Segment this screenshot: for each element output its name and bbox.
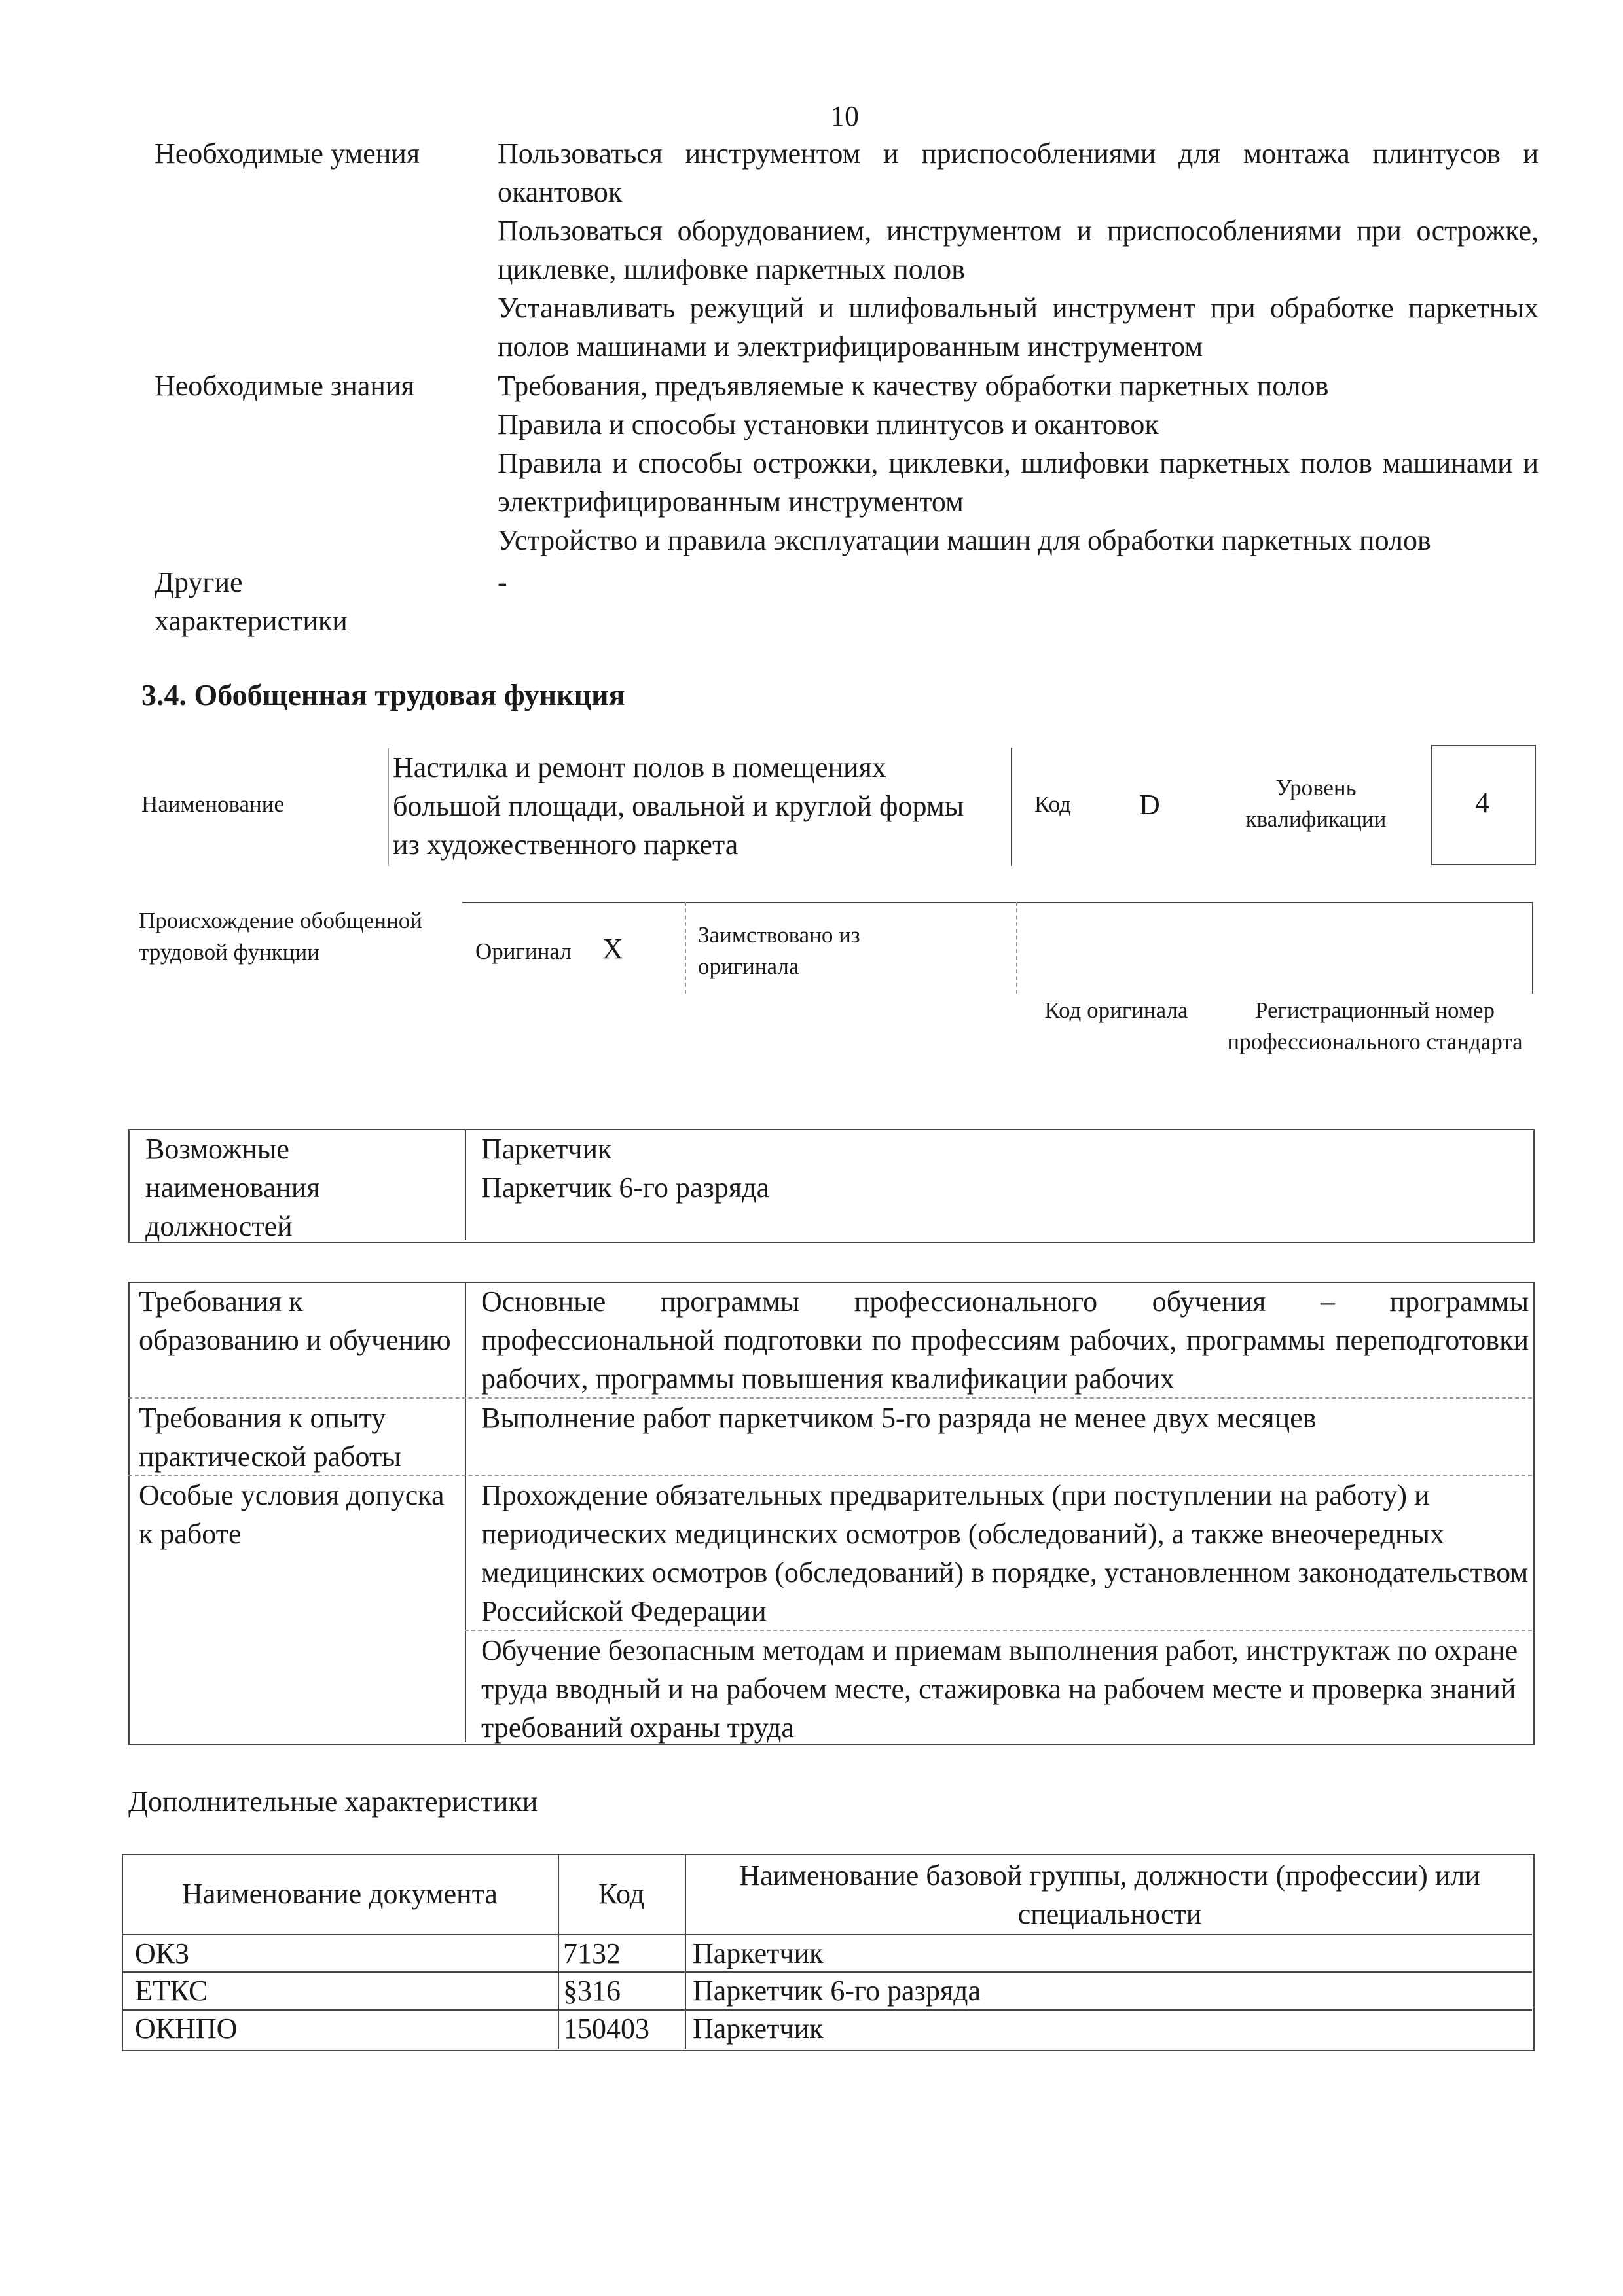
table-cell: §316	[563, 1975, 621, 2007]
skill-item: Устанавливать режущий и шлифовальный инструмент при обработке паркетных полов машинами и электрифицированным инструментом	[498, 292, 1539, 363]
table-cell: Паркетчик	[693, 2013, 824, 2045]
requirement-value: Прохождение обязательных предварительных (при поступлении на работу) и периодических медицинских осмотров (обследований), а также внеочередных медицинских осмотров (обследований) в порядке, установленном законодательством Российской Федерации	[481, 1479, 1529, 1627]
requirement-value: Выполнение работ паркетчиком 5-го разряда не менее двух месяцев	[481, 1402, 1317, 1434]
origin-label: Происхождение обобщенной трудовой функции	[139, 908, 422, 965]
reg-number-label: Регистрационный номер профессионального стандарта	[1227, 997, 1523, 1054]
knowledge-label: Необходимые знания	[155, 370, 414, 402]
level-label: Уровень квалификации	[1245, 775, 1387, 832]
code-label: Код	[1034, 791, 1071, 817]
origin-divider	[1016, 902, 1017, 994]
position-item: Паркетчик	[481, 1133, 612, 1165]
table-cell: ОКЗ	[135, 1937, 190, 1969]
requirement-value: Основные программы профессионального обучения – программы профессиональной подготовки по профессиям рабочих, программы переподготовки рабочих, программы повышения квалификации рабочих	[481, 1285, 1529, 1395]
positions-label: Возможные наименования должностей	[145, 1133, 320, 1242]
requirement-label: Особые условия допуска к работе	[139, 1479, 445, 1550]
skills-label: Необходимые умения	[155, 137, 420, 170]
column-header: Наименование документа	[182, 1878, 498, 1910]
requirements-divider	[465, 1282, 466, 1742]
code-original-label: Код оригинала	[1044, 997, 1188, 1023]
original-mark: X	[602, 933, 623, 965]
knowledge-item: Правила и способы острожки, циклевки, шлифовки паркетных полов машинами и электрифицированным инструментом	[498, 447, 1539, 518]
name-value: Настилка и ремонт полов в помещениях большой площади, овальной и круглой формы из художественного паркета	[393, 751, 964, 861]
table-cell: 150403	[563, 2013, 649, 2045]
table-cell: ЕТКС	[135, 1975, 208, 2007]
page-number: 10	[830, 100, 859, 132]
knowledge-item: Устройство и правила эксплуатации машин для обработки паркетных полов	[498, 524, 1431, 556]
origin-top-line	[462, 902, 1532, 903]
other-value: -	[498, 566, 507, 598]
additional-title: Дополнительные характеристики	[128, 1785, 538, 1818]
knowledge-item: Правила и способы установки плинтусов и окантовок	[498, 408, 1159, 440]
column-header: Код	[598, 1878, 645, 1910]
skill-item: Пользоваться инструментом и приспособлениями для монтажа плинтусов и окантовок	[498, 137, 1539, 208]
table-cell: Паркетчик 6-го разряда	[693, 1975, 981, 2007]
column-header: Наименование базовой группы, должности (профессии) или специальности	[739, 1859, 1480, 1930]
code-value: D	[1139, 789, 1160, 821]
table-cell: ОКНПО	[135, 2013, 238, 2045]
level-value: 4	[1475, 787, 1489, 819]
origin-right-line	[1532, 902, 1533, 994]
table-cell: Паркетчик	[693, 1937, 824, 1969]
requirement-label: Требования к образованию и обучению	[139, 1285, 451, 1356]
position-item: Паркетчик 6-го разряда	[481, 1172, 770, 1204]
name-label: Наименование	[141, 791, 285, 817]
other-label: Другие характеристики	[155, 566, 348, 637]
requirement-label: Требования к опыту практической работы	[139, 1402, 401, 1473]
positions-divider	[465, 1129, 466, 1240]
table-cell: 7132	[563, 1937, 621, 1969]
knowledge-item: Требования, предъявляемые к качеству обработки паркетных полов	[498, 370, 1329, 402]
origin-divider	[685, 902, 686, 994]
requirement-value: Обучение безопасным методам и приемам выполнения работ, инструктаж по охране труда вводный и на рабочем месте, стажировка на рабочем месте и проверка знаний требований охраны труда	[481, 1634, 1518, 1744]
col-divider	[685, 1854, 686, 2049]
original-label: Оригинал	[475, 939, 572, 964]
skill-item: Пользоваться оборудованием, инструментом и приспособлениями при острожке, циклевке, шлифовке паркетных полов	[498, 215, 1539, 285]
section-title: 3.4. Обобщенная трудовая функция	[141, 678, 625, 711]
borrowed-label: Заимствовано из оригинала	[698, 922, 860, 979]
